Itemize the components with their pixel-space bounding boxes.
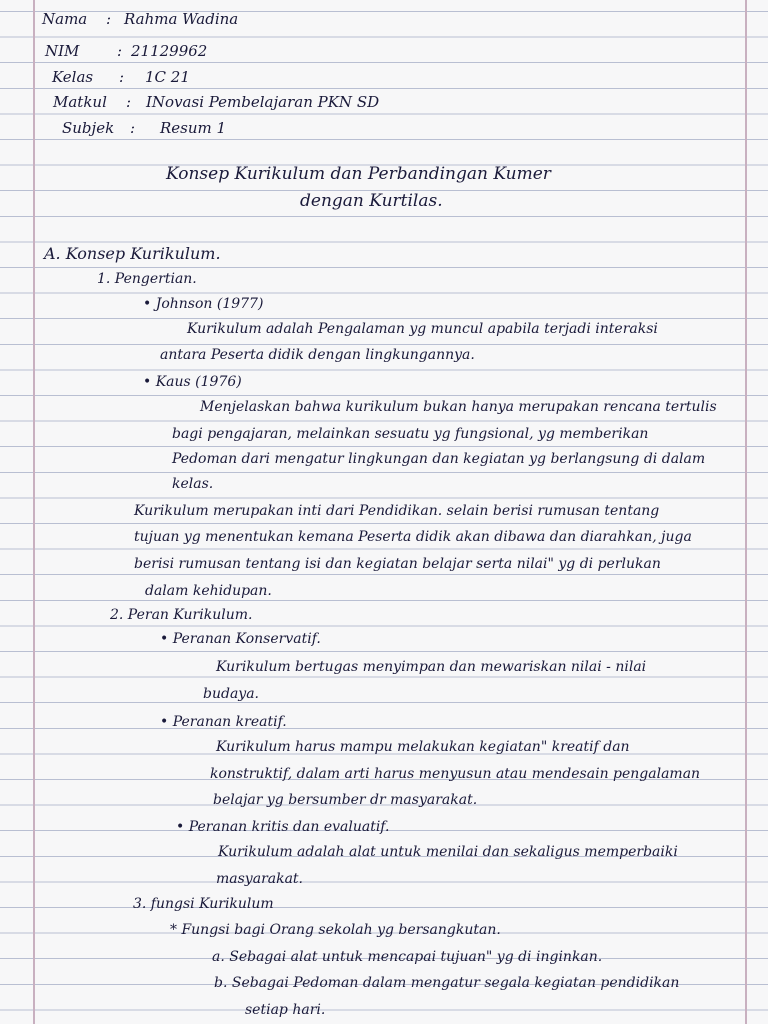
konservatif-line-1: Kurikulum bertugas menyimpan dan mewariskan nilai - nilai <box>216 659 647 675</box>
johnson-heading: • Johnson (1977) <box>143 296 264 312</box>
johnson-line-1: Kurikulum adalah Pengalaman yg muncul apabila terjadi interaksi <box>187 321 658 337</box>
kreatif-line-1: Kurikulum harus mampu melakukan kegiatan" kreatif dan <box>216 739 630 755</box>
nama-value: Rahma Wadina <box>124 10 239 28</box>
kritis-line-1: Kurikulum adalah alat untuk menilai dan sekaligus memperbaiki <box>218 844 678 860</box>
kreatif-line-3: belajar yg bersumber dr masyarakat. <box>213 792 478 808</box>
konservatif-line-2: budaya. <box>203 686 259 702</box>
nama-label: Nama <box>42 10 88 28</box>
left-margin-line <box>33 0 35 1024</box>
subsection-2-heading: 2. Peran Kurikulum. <box>110 607 253 623</box>
matkul-value: INovasi Pembelajaran PKN SD <box>146 93 380 111</box>
johnson-line-2: antara Peserta didik dengan lingkungannya. <box>160 347 475 363</box>
kaus-line-4: kelas. <box>172 476 214 492</box>
kaus-heading: • Kaus (1976) <box>143 374 242 390</box>
subjek-label: Subjek <box>62 119 115 137</box>
section-a-heading: A. Konsep Kurikulum. <box>44 244 221 263</box>
kelas-separator: : <box>119 68 125 86</box>
right-margin-line <box>745 0 747 1024</box>
konservatif-heading: • Peranan Konservatif. <box>160 631 321 647</box>
summary-line-4: dalam kehidupan. <box>145 583 272 599</box>
nim-separator: : <box>117 42 123 60</box>
kelas-value: 1C 21 <box>145 68 190 86</box>
summary-line-3: berisi rumusan tentang isi dan kegiatan belajar serta nilai" yg di perlukan <box>134 556 661 572</box>
fungsi-item-heading: * Fungsi bagi Orang sekolah yg bersangkutan. <box>170 922 501 938</box>
nim-label: NIM <box>45 42 80 60</box>
summary-line-2: tujuan yg menentukan kemana Peserta didik akan dibawa dan diarahkan, juga <box>134 529 692 545</box>
kaus-line-1: Menjelaskan bahwa kurikulum bukan hanya merupakan rencana tertulis <box>200 399 717 415</box>
kritis-heading: • Peranan kritis dan evaluatif. <box>176 819 390 835</box>
page-title-line-2: dengan Kurtilas. <box>300 191 443 211</box>
subjek-value: Resum 1 <box>160 119 227 137</box>
kreatif-line-2: konstruktif, dalam arti harus menyusun atau mendesain pengalaman <box>210 766 701 782</box>
subsection-3-heading: 3. fungsi Kurikulum <box>133 896 274 912</box>
kaus-line-3: Pedoman dari mengatur lingkungan dan kegiatan yg berlangsung di dalam <box>172 451 706 467</box>
summary-line-1: Kurikulum merupakan inti dari Pendidikan. selain berisi rumusan tentang <box>134 503 660 519</box>
nim-value: 21129962 <box>131 42 208 60</box>
fungsi-item-b: b. Sebagai Pedoman dalam mengatur segala kegiatan pendidikan <box>214 975 680 991</box>
kelas-label: Kelas <box>52 68 94 86</box>
fungsi-item-a: a. Sebagai alat untuk mencapai tujuan" yg di inginkan. <box>212 949 603 965</box>
subsection-1-heading: 1. Pengertian. <box>97 271 197 287</box>
matkul-separator: : <box>126 93 132 111</box>
kritis-line-2: masyarakat. <box>216 871 304 887</box>
nama-separator: : <box>106 10 112 28</box>
fungsi-item-b-cont: setiap hari. <box>245 1002 326 1018</box>
subjek-separator: : <box>130 119 136 137</box>
matkul-label: Matkul <box>53 93 107 111</box>
kaus-line-2: bagi pengajaran, melainkan sesuatu yg fungsional, yg memberikan <box>172 426 649 442</box>
kreatif-heading: • Peranan kreatif. <box>160 714 287 730</box>
page-title-line-1: Konsep Kurikulum dan Perbandingan Kumer <box>166 164 551 184</box>
